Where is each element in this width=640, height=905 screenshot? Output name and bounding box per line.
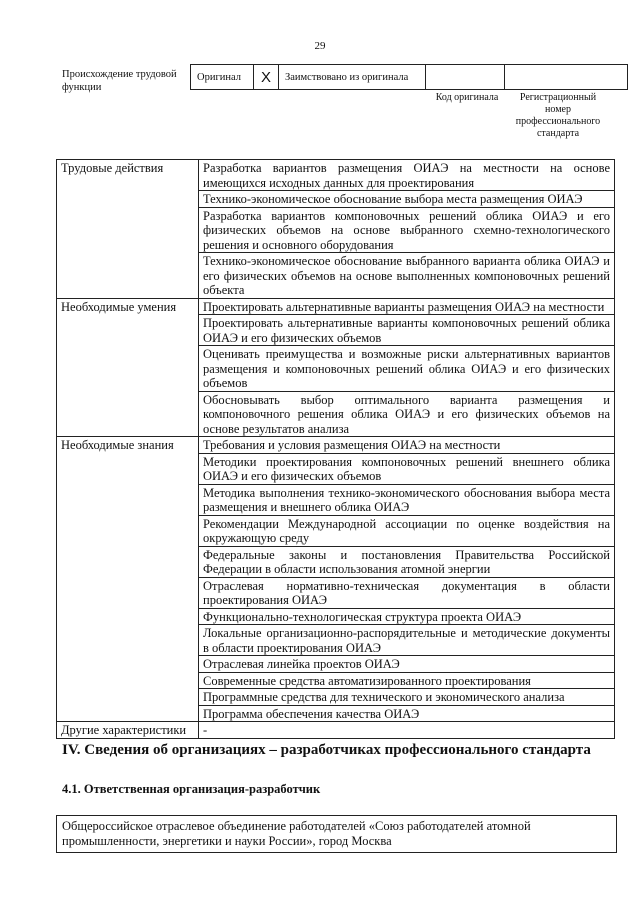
item-cell: Отраслевая линейка проектов ОИАЭ bbox=[199, 656, 615, 673]
item-cell: Требования и условия размещения ОИАЭ на местности bbox=[199, 437, 615, 454]
original-cell: Оригинал bbox=[191, 65, 254, 90]
code-label: Код оригинала bbox=[435, 92, 499, 103]
item-cell: Разработка вариантов компоновочных решений облика ОИАЭ и его физических объемов на основе выбранного схемно-технологического решения и основного оборудования bbox=[199, 207, 615, 253]
item-cell: Локальные организационно-распорядительные и методические документы в области проектирования ОИАЭ bbox=[199, 625, 615, 656]
item-cell: Функционально-технологическая структура проекта ОИАЭ bbox=[199, 608, 615, 625]
page-number: 29 bbox=[314, 40, 326, 52]
item-cell: - bbox=[199, 722, 615, 739]
table-row bbox=[57, 160, 615, 191]
reg-number-label: Регистрационный номер профессионального стандарта bbox=[515, 92, 601, 139]
item-cell: Разработка вариантов размещения ОИАЭ на местности на основе имеющихся исходных данных для проектирования bbox=[199, 160, 615, 191]
item-cell: Обосновывать выбор оптимального варианта размещения и компоновочного решения облика ОИАЭ и его физических объемов на основе результатов анализа bbox=[199, 391, 615, 437]
original-mark: X bbox=[254, 65, 279, 90]
item-cell: Проектировать альтернативные варианты размещения ОИАЭ на местности bbox=[199, 298, 615, 315]
item-cell: Федеральные законы и постановления Правительства Российской Федерации в области использования атомной энергии bbox=[199, 546, 615, 577]
item-cell: Отраслевая нормативно-техническая документация в области проектирования ОИАЭ bbox=[199, 577, 615, 608]
item-cell: Программные средства для технического и экономического анализа bbox=[199, 689, 615, 706]
category-cell: Трудовые действия bbox=[57, 160, 199, 299]
item-cell: Методика выполнения технико-экономического обоснования выбора места размещения и внешнего облика ОИАЭ bbox=[199, 484, 615, 515]
item-cell: Технико-экономическое обоснование выбранного варианта облика ОИАЭ и его физических объемов на основе выполненных компоновочных решений объекта bbox=[199, 253, 615, 299]
item-cell: Методики проектирования компоновочных решений внешнего облика ОИАЭ и его физических объемов bbox=[199, 453, 615, 484]
origin-label: Происхождение трудовой функции bbox=[62, 69, 177, 93]
reg-number-cell bbox=[505, 65, 628, 90]
labor-function-table bbox=[56, 159, 615, 739]
item-cell: Оценивать преимущества и возможные риски альтернативных вариантов размещения и компоновочных решений облика ОИАЭ и его физических объемов bbox=[199, 346, 615, 392]
table-row bbox=[57, 437, 615, 454]
category-cell: Необходимые знания bbox=[57, 437, 199, 722]
table-row bbox=[57, 722, 615, 739]
item-cell: Рекомендации Международной ассоциации по оценке воздействия на окружающую среду bbox=[199, 515, 615, 546]
origin-table bbox=[190, 64, 628, 90]
organization-box: Общероссийское отраслевое объединение работодателей «Союз работодателей атомной промышленности, энергетики и науки России», город Москва bbox=[56, 815, 617, 853]
category-cell: Другие характеристики bbox=[57, 722, 199, 739]
item-cell: Проектировать альтернативные варианты компоновочных решений облика ОИАЭ и его физических объемов bbox=[199, 315, 615, 346]
code-cell bbox=[426, 65, 505, 90]
table-row bbox=[57, 298, 615, 315]
item-cell: Современные средства автоматизированного проектирования bbox=[199, 672, 615, 689]
subsection-title: 4.1. Ответственная организация-разработчик bbox=[62, 782, 321, 796]
item-cell: Программа обеспечения качества ОИАЭ bbox=[199, 705, 615, 722]
section-title: IV. Сведения об организациях – разработчиках профессионального стандарта bbox=[62, 742, 591, 758]
category-cell: Необходимые умения bbox=[57, 298, 199, 437]
borrowed-cell: Заимствовано из оригинала bbox=[279, 65, 426, 90]
item-cell: Технико-экономическое обоснование выбора места размещения ОИАЭ bbox=[199, 191, 615, 208]
